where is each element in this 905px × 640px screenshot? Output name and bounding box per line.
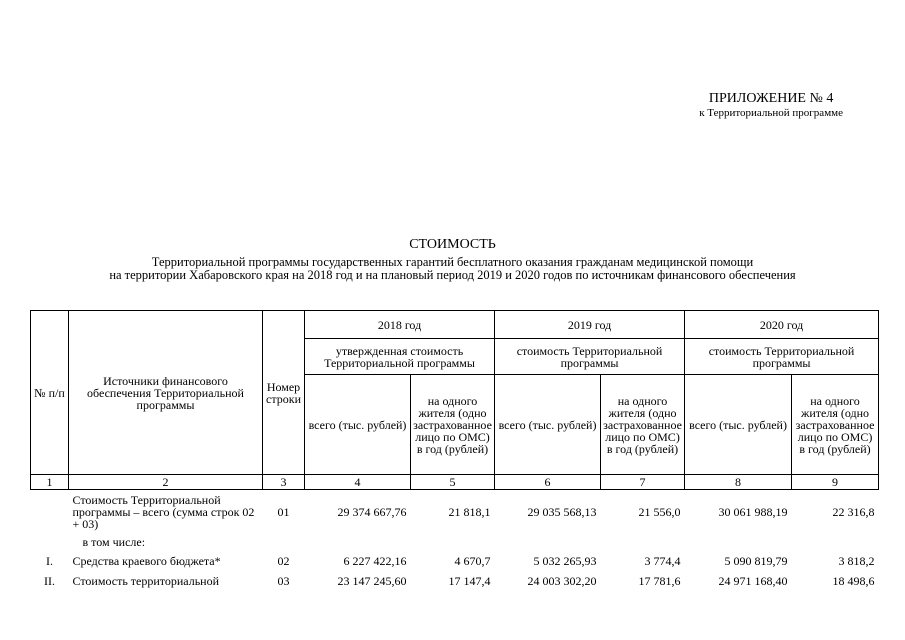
subtitle-line-1: Территориальной программы государственных гарантий бесплатного оказания гражданам медицинской помощи (151, 255, 754, 269)
row-value (495, 534, 601, 551)
row-value: 17 147,4 (448, 573, 491, 588)
table-row-regional-budget (31, 551, 879, 571)
row-name: Стоимость Территориальной программы – всего (сумма строк 02 + 03) (72, 492, 255, 531)
header-row-number: Номер строки (263, 311, 305, 475)
appendix-title: ПРИЛОЖЕНИЕ № 4 (708, 91, 834, 106)
row-value: 24 971 168,40 (718, 573, 788, 588)
column-number: 3 (263, 475, 305, 490)
row-value: 22 316,8 (832, 504, 875, 519)
header-total-2018: всего (тыс. рублей) (305, 375, 411, 475)
row-value (601, 534, 685, 551)
row-value: 24 003 302,20 (527, 573, 597, 588)
table-row-total (31, 490, 879, 534)
header-num: № п/п (31, 311, 69, 475)
row-value: 3 818,2 (838, 553, 875, 568)
row-value (411, 534, 495, 551)
row-value: 18 498,6 (832, 573, 875, 588)
column-number: 4 (305, 475, 411, 490)
document-title: СТОИМОСТЬ (409, 237, 496, 252)
column-number: 2 (69, 475, 263, 490)
appendix-subtitle: к Территориальной программе (699, 107, 843, 119)
cost-table (30, 310, 879, 591)
row-code: 02 (277, 553, 290, 568)
header-per-resident-2020: на одного жителя (одно застрахованное лицо по ОМС) в год (рублей) (792, 375, 879, 475)
header-year-2019: 2019 год (495, 311, 685, 339)
row-num: II. (44, 573, 55, 588)
row-num (31, 490, 69, 534)
row-code: 01 (277, 504, 290, 519)
header-per-resident-2019: на одного жителя (одно застрахованное лицо по ОМС) в год (рублей) (601, 375, 685, 475)
row-value: 5 090 819,79 (724, 553, 788, 568)
row-value: 29 374 667,76 (337, 504, 407, 519)
header-per-resident-2018: на одного жителя (одно застрахованное лицо по ОМС) в год (рублей) (411, 375, 495, 475)
row-value: 17 781,6 (638, 573, 681, 588)
header-year-2018: 2018 год (305, 311, 495, 339)
row-value (792, 534, 879, 551)
header-cost-2018: утвержденная стоимость Территориальной программы (305, 339, 495, 375)
column-number: 8 (685, 475, 792, 490)
row-value: 30 061 988,19 (718, 504, 788, 519)
row-code: 03 (277, 573, 290, 588)
row-value: 29 035 568,13 (527, 504, 597, 519)
appendix-label (699, 90, 843, 120)
column-number: 9 (792, 475, 879, 490)
header-total-2020: всего (тыс. рублей) (685, 375, 792, 475)
header-cost-2019: стоимость Территориальной программы (495, 339, 685, 375)
row-value: 3 774,4 (644, 553, 681, 568)
table-row-including (31, 534, 879, 551)
row-value (685, 534, 792, 551)
row-value: 4 670,7 (454, 553, 491, 568)
row-value (305, 534, 411, 551)
subtitle-line-2: на территории Хабаровского края на 2018 год и на плановый период 2019 и 2020 годов по источникам финансового обеспечения (109, 268, 796, 282)
row-num: I. (46, 553, 53, 568)
table-row-territorial (31, 571, 879, 591)
row-value: 21 556,0 (638, 504, 681, 519)
header-total-2019: всего (тыс. рублей) (495, 375, 601, 475)
document-subtitle (0, 256, 905, 282)
row-value: 5 032 265,93 (533, 553, 597, 568)
row-code (263, 534, 305, 551)
header-source: Источники финансового обеспечения Территориальной программы (69, 311, 263, 475)
column-number: 6 (495, 475, 601, 490)
row-name: Средства краевого бюджета* (72, 553, 221, 568)
row-value: 21 818,1 (448, 504, 491, 519)
row-value: 6 227 422,16 (343, 553, 407, 568)
column-number: 5 (411, 475, 495, 490)
row-num (31, 534, 69, 551)
header-cost-2020: стоимость Территориальной программы (685, 339, 879, 375)
column-number-row (31, 475, 879, 490)
row-name: в том числе: (82, 535, 146, 549)
row-value: 23 147 245,60 (337, 573, 407, 588)
header-year-2020: 2020 год (685, 311, 879, 339)
column-number: 1 (31, 475, 69, 490)
column-number: 7 (601, 475, 685, 490)
row-name: Стоимость территориальной (72, 573, 220, 588)
